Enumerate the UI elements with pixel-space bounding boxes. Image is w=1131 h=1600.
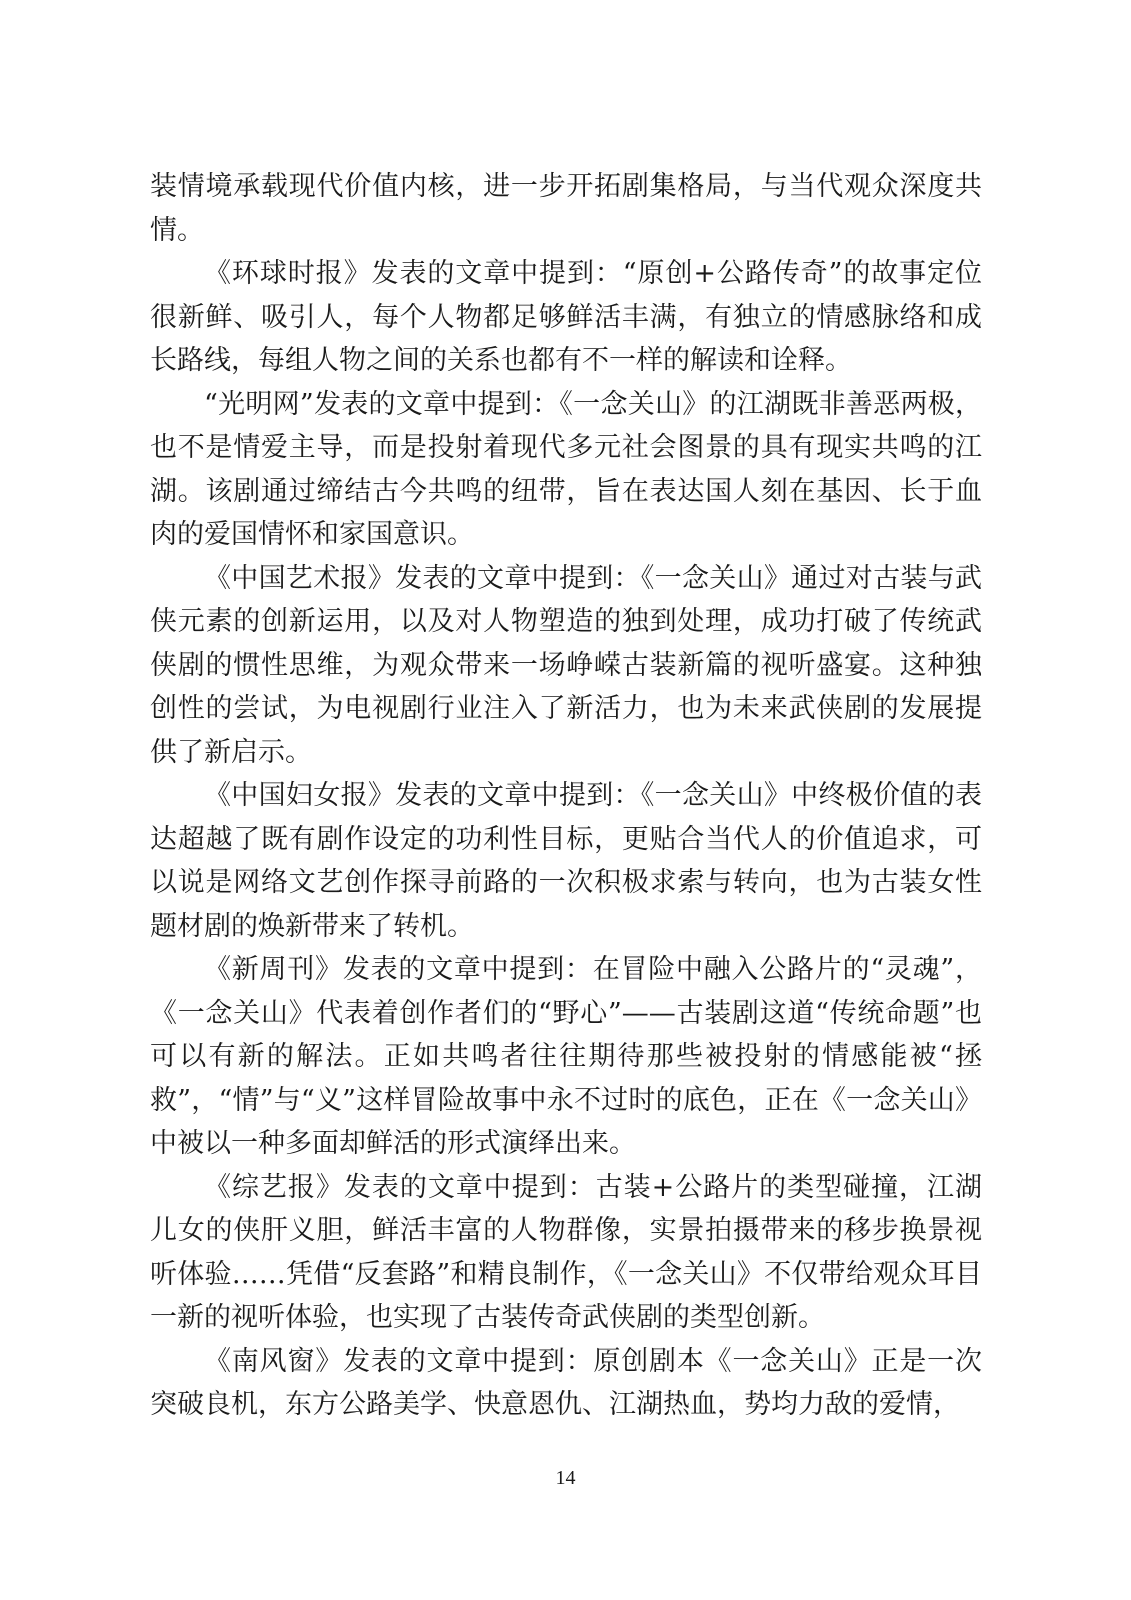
body-text	[150, 165, 982, 1427]
paragraph-xin-zhoukan: 《新周刊》发表的文章中提到：在冒险中融入公路片的“灵魂”，《一念关山》代表着创作者们的“野心”——古装剧这道“传统命题”也可以有新的解法。正如共鸣者往往期待那些被投射的情感能被“拯救”，“情”与“义”这样冒险故事中永不过时的底色，正在《一念关山》中被以一种多面却鲜活的形式演绎出来。	[150, 954, 982, 1159]
paragraph-zhongguo-funv-bao: 《中国妇女报》发表的文章中提到：《一念关山》中终极价值的表达超越了既有剧作设定的功利性目标，更贴合当代人的价值追求，可以说是网络文艺创作探寻前路的一次积极求索与转向，也为古装女性题材剧的焕新带来了转机。	[150, 780, 982, 942]
paragraph-guangming-wang: “光明网”发表的文章中提到：《一念关山》的江湖既非善恶两极，也不是情爱主导，而是投射着现代多元社会图景的具有现实共鸣的江湖。该剧通过缔结古今共鸣的纽带，旨在表达国人刻在基因、长于血肉的爱国情怀和家国意识。	[150, 388, 982, 550]
paragraph-zongyi-bao: 《综艺报》发表的文章中提到：古装+公路片的类型碰撞，江湖儿女的侠肝义胆，鲜活丰富的人物群像，实景拍摄带来的移步换景视听体验……凭借“反套路”和精良制作，《一念关山》不仅带给观众耳目一新的视听体验，也实现了古装传奇武侠剧的类型创新。	[150, 1171, 982, 1333]
page-number: 14	[555, 1467, 576, 1489]
paragraph-zhongguo-yishu-bao: 《中国艺术报》发表的文章中提到：《一念关山》通过对古装与武侠元素的创新运用，以及对人物塑造的独到处理，成功打破了传统武侠剧的惯性思维，为观众带来一场峥嵘古装新篇的视听盛宴。这种独创性的尝试，为电视剧行业注入了新活力，也为未来武侠剧的发展提供了新启示。	[150, 562, 982, 768]
paragraph-continued: 装情境承载现代价值内核，进一步开拓剧集格局，与当代观众深度共情。	[150, 171, 982, 246]
paragraph-nanfengchuang: 《南风窗》发表的文章中提到：原创剧本《一念关山》正是一次突破良机，东方公路美学、快意恩仇、江湖热血，势均力敌的爱情，	[150, 1345, 982, 1420]
paragraph-huanqiu-shibao: 《环球时报》发表的文章中提到：“原创+公路传奇”的故事定位很新鲜、吸引人，每个人物都足够鲜活丰满，有独立的情感脉络和成长路线，每组人物之间的关系也都有不一样的解读和诠释。	[150, 258, 982, 376]
